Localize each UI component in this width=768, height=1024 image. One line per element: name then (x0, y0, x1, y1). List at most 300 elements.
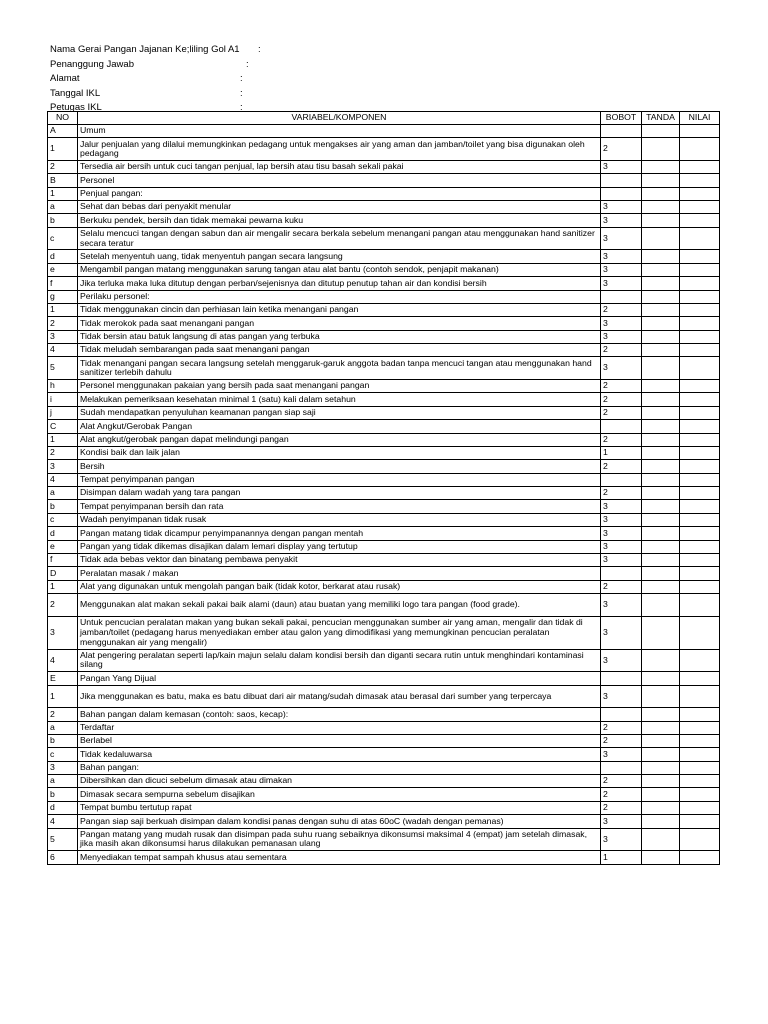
nilai-cell[interactable] (680, 500, 720, 513)
bobot-cell: 3 (601, 500, 642, 513)
inspection-table (47, 111, 720, 865)
table-row (48, 138, 720, 161)
table-row (48, 473, 720, 486)
table-body (48, 125, 720, 865)
column-header-nilai: NILAI (680, 112, 720, 125)
tanda-cell[interactable] (642, 393, 680, 406)
bobot-cell: 3 (601, 685, 642, 708)
tanda-cell[interactable] (642, 527, 680, 540)
tanda-cell[interactable] (642, 263, 680, 276)
row-number-cell: A (48, 125, 78, 138)
nilai-cell[interactable] (680, 580, 720, 593)
variabel-cell: Sehat dan bebas dari penyakit menular (78, 201, 601, 214)
nilai-cell[interactable] (680, 761, 720, 774)
row-number-cell: 1 (48, 685, 78, 708)
nilai-cell[interactable] (680, 290, 720, 303)
bobot-cell: 2 (601, 393, 642, 406)
variabel-cell: Tidak menggunakan cincin dan perhiasan lain ketika menangani pangan (78, 303, 601, 316)
row-number-cell: 1 (48, 303, 78, 316)
bobot-cell: 2 (601, 460, 642, 473)
bobot-cell: 3 (601, 828, 642, 851)
table-row (48, 201, 720, 214)
row-number-cell: 3 (48, 330, 78, 343)
nilai-cell[interactable] (680, 379, 720, 392)
bobot-cell: 2 (601, 379, 642, 392)
row-number-cell: a (48, 201, 78, 214)
table-row (48, 580, 720, 593)
variabel-cell: Alat Angkut/Gerobak Pangan (78, 420, 601, 433)
bobot-cell: 2 (601, 734, 642, 747)
row-number-cell: C (48, 420, 78, 433)
tanda-cell[interactable] (642, 828, 680, 851)
tanda-cell[interactable] (642, 788, 680, 801)
variabel-cell: Perilaku personel: (78, 290, 601, 303)
table-row (48, 721, 720, 734)
bobot-cell (601, 420, 642, 433)
variabel-cell: Peralatan masak / makan (78, 567, 601, 580)
variabel-cell: Jika menggunakan es batu, maka es batu dibuat dari air matang/sudah dimasak atau berasal dari sumber yang terpercaya (78, 685, 601, 708)
tanda-cell[interactable] (642, 567, 680, 580)
tanda-cell[interactable] (642, 748, 680, 761)
row-number-cell: g (48, 290, 78, 303)
nilai-cell[interactable] (680, 649, 720, 672)
variabel-cell: Pangan Yang Dijual (78, 672, 601, 685)
row-number-cell: a (48, 721, 78, 734)
bobot-cell: 3 (601, 357, 642, 380)
bobot-cell (601, 708, 642, 721)
nilai-cell[interactable] (680, 685, 720, 708)
bobot-cell: 3 (601, 554, 642, 567)
row-number-cell: 5 (48, 357, 78, 380)
tanda-cell[interactable] (642, 775, 680, 788)
bobot-cell: 3 (601, 540, 642, 553)
variabel-cell: Menggunakan alat makan sekali pakai baik alami (daun) atau buatan yang memiliki logo tara pangan (food grade). (78, 594, 601, 617)
tanda-cell[interactable] (642, 187, 680, 200)
tanda-cell[interactable] (642, 513, 680, 526)
row-number-cell: 1 (48, 187, 78, 200)
nilai-cell[interactable] (680, 672, 720, 685)
table-row (48, 303, 720, 316)
tanda-cell[interactable] (642, 379, 680, 392)
table-row (48, 330, 720, 343)
variabel-cell: Alat angkut/gerobak pangan dapat melindungi pangan (78, 433, 601, 446)
table-row (48, 379, 720, 392)
tanda-cell[interactable] (642, 594, 680, 617)
variabel-cell: Sudah mendapatkan penyuluhan keamanan pangan siap saji (78, 406, 601, 419)
table-row (48, 187, 720, 200)
variabel-cell: Tidak merokok pada saat menangani pangan (78, 317, 601, 330)
nilai-cell[interactable] (680, 263, 720, 276)
header-colon: : (240, 87, 243, 99)
table-row (48, 160, 720, 173)
bobot-cell: 2 (601, 487, 642, 500)
bobot-cell: 3 (601, 616, 642, 649)
tanda-cell[interactable] (642, 174, 680, 187)
nilai-cell[interactable] (680, 250, 720, 263)
nilai-cell[interactable] (680, 801, 720, 814)
row-number-cell: f (48, 277, 78, 290)
header-label: Tanggal IKL (50, 87, 101, 99)
tanda-cell[interactable] (642, 460, 680, 473)
variabel-cell: Dimasak secara sempurna sebelum disajikan (78, 788, 601, 801)
variabel-cell: Setelah menyentuh uang, tidak menyentuh pangan secara langsung (78, 250, 601, 263)
row-number-cell: 4 (48, 649, 78, 672)
tanda-cell[interactable] (642, 761, 680, 774)
variabel-cell: Bersih (78, 460, 601, 473)
tanda-cell[interactable] (642, 815, 680, 828)
tanda-cell[interactable] (642, 330, 680, 343)
bobot-cell: 2 (601, 775, 642, 788)
variabel-cell: Tidak meludah sembarangan pada saat menangani pangan (78, 344, 601, 357)
header-row-alamat (50, 72, 350, 87)
tanda-cell[interactable] (642, 580, 680, 593)
nilai-cell[interactable] (680, 708, 720, 721)
row-number-cell: h (48, 379, 78, 392)
nilai-cell[interactable] (680, 187, 720, 200)
table-row (48, 214, 720, 227)
nilai-cell[interactable] (680, 554, 720, 567)
bobot-cell (601, 187, 642, 200)
tanda-cell[interactable] (642, 250, 680, 263)
variabel-cell: Mengambil pangan matang menggunakan sarung tangan atau alat bantu (contoh sendok, penjapit makanan) (78, 263, 601, 276)
nilai-cell[interactable] (680, 433, 720, 446)
variabel-cell: Wadah penyimpanan tidak rusak (78, 513, 601, 526)
row-number-cell: 3 (48, 460, 78, 473)
row-number-cell: a (48, 487, 78, 500)
tanda-cell[interactable] (642, 540, 680, 553)
tanda-cell[interactable] (642, 214, 680, 227)
table-row (48, 317, 720, 330)
table-row (48, 649, 720, 672)
tanda-cell[interactable] (642, 201, 680, 214)
tanda-cell[interactable] (642, 160, 680, 173)
table-row (48, 393, 720, 406)
header-row-nama-gerai (50, 43, 350, 58)
row-number-cell: b (48, 214, 78, 227)
table-row (48, 487, 720, 500)
bobot-cell: 3 (601, 649, 642, 672)
tanda-cell[interactable] (642, 227, 680, 250)
variabel-cell: Jalur penjualan yang dilalui memungkinkan pedagang untuk mengakses air yang aman dan jamban/toilet yang bisa digunakan oleh pedagang (78, 138, 601, 161)
header-colon: : (258, 44, 261, 55)
variabel-cell: Pangan matang tidak dicampur penyimpanannya dengan pangan mentah (78, 527, 601, 540)
bobot-cell: 3 (601, 527, 642, 540)
tanda-cell[interactable] (642, 801, 680, 814)
bobot-cell: 3 (601, 263, 642, 276)
nilai-cell[interactable] (680, 748, 720, 761)
tanda-cell[interactable] (642, 851, 680, 864)
header-row-penanggung-jawab (50, 58, 350, 73)
table-row (48, 748, 720, 761)
table-row (48, 446, 720, 459)
table-row (48, 513, 720, 526)
nilai-cell[interactable] (680, 594, 720, 617)
row-number-cell: 4 (48, 473, 78, 486)
nilai-cell[interactable] (680, 828, 720, 851)
row-number-cell: e (48, 263, 78, 276)
variabel-cell: Tempat penyimpanan bersih dan rata (78, 500, 601, 513)
table-row (48, 685, 720, 708)
bobot-cell (601, 125, 642, 138)
tanda-cell[interactable] (642, 708, 680, 721)
nilai-cell[interactable] (680, 616, 720, 649)
nilai-cell[interactable] (680, 540, 720, 553)
form-header (50, 43, 350, 116)
row-number-cell: 4 (48, 344, 78, 357)
row-number-cell: f (48, 554, 78, 567)
row-number-cell: b (48, 788, 78, 801)
table-row (48, 174, 720, 187)
table-row (48, 527, 720, 540)
column-header-bobot: BOBOT (601, 112, 642, 125)
variabel-cell: Untuk pencucian peralatan makan yang bukan sekali pakai, pencucian menggunakan sumber air yang aman, mengalir dan tidak di jamban/toilet (pedagang harus menyediakan ember atau galon yang dimodifikasi yang memungkinan pencucian peralatan menggunakan air yang mengalir) (78, 616, 601, 649)
variabel-cell: Tidak ada bebas vektor dan binatang pembawa penyakit (78, 554, 601, 567)
nilai-cell[interactable] (680, 420, 720, 433)
table-row (48, 433, 720, 446)
table-row (48, 420, 720, 433)
variabel-cell: Penjual pangan: (78, 187, 601, 200)
nilai-cell[interactable] (680, 851, 720, 864)
nilai-cell[interactable] (680, 393, 720, 406)
tanda-cell[interactable] (642, 125, 680, 138)
tanda-cell[interactable] (642, 433, 680, 446)
nilai-cell[interactable] (680, 277, 720, 290)
variabel-cell: Terdaftar (78, 721, 601, 734)
table-row (48, 227, 720, 250)
row-number-cell: 2 (48, 446, 78, 459)
bobot-cell: 3 (601, 330, 642, 343)
variabel-cell: Personel menggunakan pakaian yang bersih pada saat menangani pangan (78, 379, 601, 392)
nilai-cell[interactable] (680, 446, 720, 459)
row-number-cell: e (48, 540, 78, 553)
table-row (48, 616, 720, 649)
tanda-cell[interactable] (642, 344, 680, 357)
variabel-cell: Alat pengering peralatan seperti lap/kain majun selalu dalam kondisi bersih dan diganti secara rutin untuk menghindari kontaminasi silang (78, 649, 601, 672)
table-row (48, 554, 720, 567)
header-label: Penanggung Jawab (50, 58, 134, 70)
table-row (48, 672, 720, 685)
bobot-cell (601, 290, 642, 303)
row-number-cell: E (48, 672, 78, 685)
row-number-cell: 1 (48, 138, 78, 161)
tanda-cell[interactable] (642, 138, 680, 161)
tanda-cell[interactable] (642, 303, 680, 316)
variabel-cell: Tempat penyimpanan pangan (78, 473, 601, 486)
table-row (48, 708, 720, 721)
row-number-cell: 2 (48, 160, 78, 173)
row-number-cell: B (48, 174, 78, 187)
nilai-cell[interactable] (680, 330, 720, 343)
row-number-cell: 1 (48, 433, 78, 446)
row-number-cell: b (48, 500, 78, 513)
bobot-cell: 3 (601, 815, 642, 828)
nilai-cell[interactable] (680, 344, 720, 357)
nilai-cell[interactable] (680, 227, 720, 250)
row-number-cell: 2 (48, 317, 78, 330)
row-number-cell: 6 (48, 851, 78, 864)
bobot-cell (601, 761, 642, 774)
table-row (48, 263, 720, 276)
tanda-cell[interactable] (642, 277, 680, 290)
table-row (48, 801, 720, 814)
nilai-cell[interactable] (680, 815, 720, 828)
table-row (48, 775, 720, 788)
variabel-cell: Tempat bumbu tertutup rapat (78, 801, 601, 814)
nilai-cell[interactable] (680, 357, 720, 380)
row-number-cell: d (48, 527, 78, 540)
bobot-cell: 2 (601, 580, 642, 593)
variabel-cell: Pangan yang tidak dikemas disajikan dalam lemari display yang tertutup (78, 540, 601, 553)
row-number-cell: 4 (48, 815, 78, 828)
variabel-cell: Menyediakan tempat sampah khusus atau sementara (78, 851, 601, 864)
nilai-cell[interactable] (680, 473, 720, 486)
nilai-cell[interactable] (680, 214, 720, 227)
tanda-cell[interactable] (642, 420, 680, 433)
bobot-cell (601, 473, 642, 486)
row-number-cell: 5 (48, 828, 78, 851)
tanda-cell[interactable] (642, 721, 680, 734)
row-number-cell: c (48, 513, 78, 526)
variabel-cell: Bahan pangan: (78, 761, 601, 774)
row-number-cell: 3 (48, 761, 78, 774)
nilai-cell[interactable] (680, 303, 720, 316)
nilai-cell[interactable] (680, 734, 720, 747)
tanda-cell[interactable] (642, 616, 680, 649)
tanda-cell[interactable] (642, 406, 680, 419)
header-colon: : (240, 73, 243, 84)
tanda-cell[interactable] (642, 473, 680, 486)
bobot-cell: 3 (601, 748, 642, 761)
table-row (48, 734, 720, 747)
bobot-cell: 2 (601, 138, 642, 161)
column-header-variabel: VARIABEL/KOMPONEN (78, 112, 601, 125)
bobot-cell: 2 (601, 303, 642, 316)
variabel-cell: Tersedia air bersih untuk cuci tangan penjual, lap bersih atau tisu basah sekali pakai (78, 160, 601, 173)
tanda-cell[interactable] (642, 734, 680, 747)
variabel-cell: Selalu mencuci tangan dengan sabun dan air mengalir secara berkala sebelum menangani pangan atau menggunakan hand sanitizer secara teratur (78, 227, 601, 250)
header-label: Nama Gerai Pangan Jajanan Ke;liling Gol A1 (50, 44, 240, 55)
nilai-cell[interactable] (680, 125, 720, 138)
table-row (48, 290, 720, 303)
tanda-cell[interactable] (642, 685, 680, 708)
table-row (48, 344, 720, 357)
tanda-cell[interactable] (642, 554, 680, 567)
tanda-cell[interactable] (642, 290, 680, 303)
nilai-cell[interactable] (680, 788, 720, 801)
table-row (48, 460, 720, 473)
nilai-cell[interactable] (680, 487, 720, 500)
row-number-cell: c (48, 227, 78, 250)
table-row (48, 567, 720, 580)
nilai-cell[interactable] (680, 138, 720, 161)
row-number-cell: D (48, 567, 78, 580)
bobot-cell: 2 (601, 801, 642, 814)
variabel-cell: Tidak kedaluwarsa (78, 748, 601, 761)
table-row (48, 540, 720, 553)
table-row (48, 851, 720, 864)
row-number-cell: d (48, 250, 78, 263)
table-row (48, 250, 720, 263)
table-row (48, 406, 720, 419)
table-row (48, 277, 720, 290)
bobot-cell: 2 (601, 788, 642, 801)
header-colon: : (240, 102, 243, 113)
nilai-cell[interactable] (680, 201, 720, 214)
variabel-cell: Bahan pangan dalam kemasan (contoh: saos, kecap): (78, 708, 601, 721)
row-number-cell: 1 (48, 580, 78, 593)
tanda-cell[interactable] (642, 317, 680, 330)
row-number-cell: c (48, 748, 78, 761)
tanda-cell[interactable] (642, 500, 680, 513)
row-number-cell: 2 (48, 594, 78, 617)
tanda-cell[interactable] (642, 672, 680, 685)
variabel-cell: Pangan siap saji berkuah disimpan dalam kondisi panas dengan suhu di atas 60oC (wadah dengan pemanas) (78, 815, 601, 828)
header-row-tanggal-ikl (50, 87, 350, 102)
variabel-cell: Disimpan dalam wadah yang tara pangan (78, 487, 601, 500)
bobot-cell (601, 672, 642, 685)
nilai-cell[interactable] (680, 775, 720, 788)
column-header-tanda: TANDA (642, 112, 680, 125)
tanda-cell[interactable] (642, 357, 680, 380)
row-number-cell: j (48, 406, 78, 419)
nilai-cell[interactable] (680, 160, 720, 173)
row-number-cell: i (48, 393, 78, 406)
tanda-cell[interactable] (642, 487, 680, 500)
bobot-cell: 2 (601, 433, 642, 446)
bobot-cell: 3 (601, 250, 642, 263)
variabel-cell: Jika terluka maka luka ditutup dengan perban/sejenisnya dan ditutup penutup tahan air dan kondisi bersih (78, 277, 601, 290)
tanda-cell[interactable] (642, 446, 680, 459)
tanda-cell[interactable] (642, 649, 680, 672)
variabel-cell: Tidak bersin atau batuk langsung di atas pangan yang terbuka (78, 330, 601, 343)
row-number-cell: 3 (48, 616, 78, 649)
nilai-cell[interactable] (680, 406, 720, 419)
table-row (48, 815, 720, 828)
row-number-cell: d (48, 801, 78, 814)
bobot-cell: 3 (601, 201, 642, 214)
variabel-cell: Melakukan pemeriksaan kesehatan minimal 1 (satu) kali dalam setahun (78, 393, 601, 406)
nilai-cell[interactable] (680, 460, 720, 473)
bobot-cell: 3 (601, 227, 642, 250)
bobot-cell: 2 (601, 721, 642, 734)
variabel-cell: Kondisi baik dan laik jalan (78, 446, 601, 459)
variabel-cell: Umum (78, 125, 601, 138)
bobot-cell: 3 (601, 594, 642, 617)
table-row (48, 500, 720, 513)
table-row (48, 788, 720, 801)
nilai-cell[interactable] (680, 513, 720, 526)
table-row (48, 828, 720, 851)
bobot-cell: 2 (601, 406, 642, 419)
header-label: Petugas IKL (50, 102, 102, 113)
table-header-row (48, 112, 720, 125)
variabel-cell: Dibersihkan dan dicuci sebelum dimasak atau dimakan (78, 775, 601, 788)
nilai-cell[interactable] (680, 174, 720, 187)
nilai-cell[interactable] (680, 317, 720, 330)
bobot-cell: 2 (601, 344, 642, 357)
bobot-cell: 3 (601, 160, 642, 173)
nilai-cell[interactable] (680, 721, 720, 734)
nilai-cell[interactable] (680, 567, 720, 580)
header-colon: : (246, 58, 249, 70)
bobot-cell: 3 (601, 317, 642, 330)
variabel-cell: Personel (78, 174, 601, 187)
nilai-cell[interactable] (680, 527, 720, 540)
variabel-cell: Berlabel (78, 734, 601, 747)
bobot-cell: 3 (601, 214, 642, 227)
bobot-cell: 3 (601, 513, 642, 526)
row-number-cell: a (48, 775, 78, 788)
